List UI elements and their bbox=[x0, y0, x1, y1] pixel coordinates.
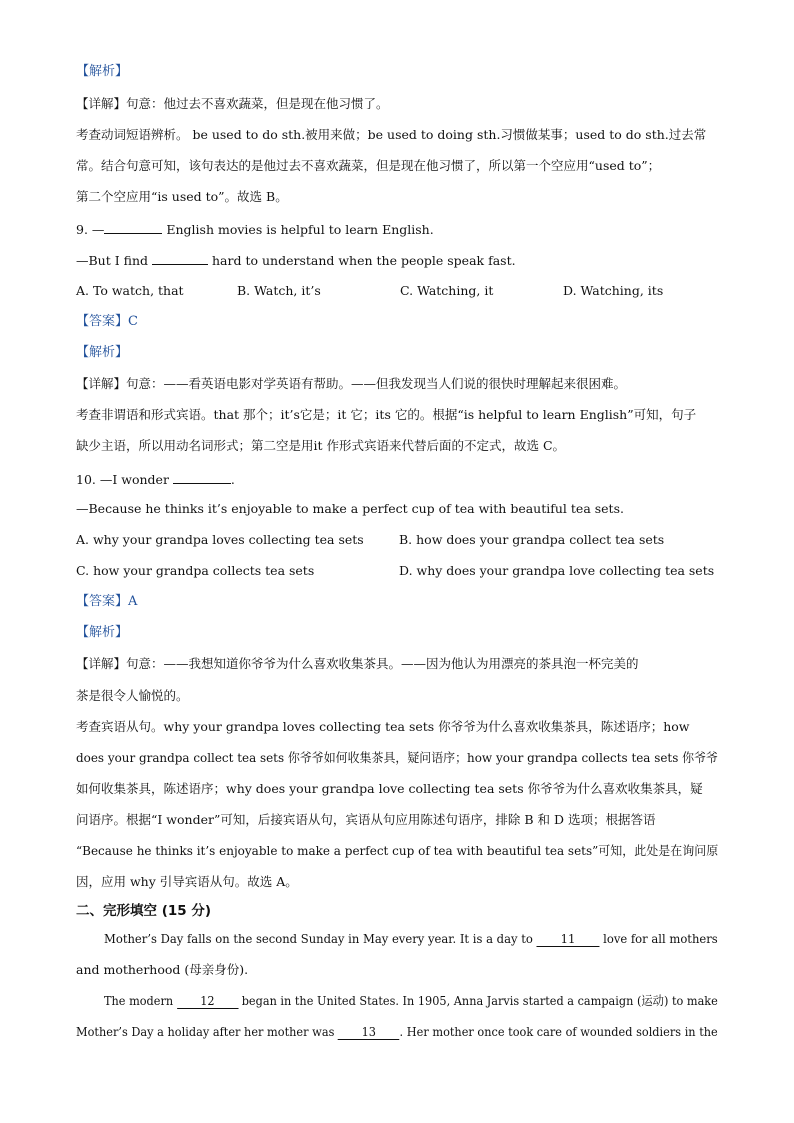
q10-explanation-line: 因，应用 why 引导宾语从句。故选 A。 bbox=[76, 874, 298, 889]
q9-explanation-line: 缺少主语，所以用动名词形式；第二空是用it 作形式宾语来代替后面的不定式，故选 C。 bbox=[76, 438, 566, 453]
cloze-text: . Her mother once took care of wounded soldiers in the bbox=[399, 1024, 718, 1039]
cloze-text: love for all mothers bbox=[599, 931, 718, 946]
q10-explanation-line: “Because he thinks it’s enjoyable to make a perfect cup of tea with beautiful tea sets”可知，此处是在询问原 bbox=[76, 843, 719, 858]
q9-option-b: B. Watch, it’s bbox=[237, 283, 321, 298]
q8-explanation-line: 第二个空应用“is used to”。故选 B。 bbox=[76, 189, 288, 204]
analysis-tag: 【解析】 bbox=[76, 64, 129, 79]
q9-explanation-line: 考查非谓语和形式宾语。that 那个；it’s它是；it 它；its 它的。根据“is helpful to learn English”可知，句子 bbox=[76, 407, 697, 422]
section-heading: 二、完形填空 (15 分) bbox=[76, 903, 212, 919]
analysis-tag: 【解析】 bbox=[76, 345, 129, 360]
q10-explanation-line: does your grandpa collect tea sets 你爷爷如何收集茶具，疑问语序；how your grandpa collects tea sets 你爷爷 bbox=[76, 750, 718, 765]
q10-option-b: B. how does your grandpa collect tea sets bbox=[399, 532, 665, 547]
q10-detail: 【详解】句意：——我想知道你爷爷为什么喜欢收集茶具。——因为他认为用漂亮的茶具泡一杯完美的 bbox=[76, 656, 639, 671]
cloze-paragraph-line bbox=[104, 931, 718, 947]
q10-option-a: A. why your grandpa loves collecting tea sets bbox=[76, 532, 364, 547]
cloze-text: Mother’s Day a holiday after her mother was bbox=[76, 1024, 338, 1039]
answer-blank bbox=[152, 251, 208, 265]
q8-detail: 【详解】句意：他过去不喜欢蔬菜，但是现在他习惯了。 bbox=[76, 96, 389, 111]
q10-option-d: D. why does your grandpa love collecting tea sets bbox=[399, 563, 715, 578]
answer-blank bbox=[173, 470, 231, 484]
q9-option-d: D. Watching, its bbox=[563, 283, 664, 298]
q9-reply-suffix: hard to understand when the people speak fast. bbox=[208, 253, 516, 268]
q8-explanation-line: 常。结合句意可知，该句表达的是他过去不喜欢蔬菜，但是现在他习惯了，所以第一个空应用“used to”； bbox=[76, 158, 661, 173]
q10-explanation-line: 考查宾语从句。why your grandpa loves collecting tea sets 你爷爷为什么喜欢收集茶具，陈述语序；how bbox=[76, 719, 690, 734]
cloze-text: Mother’s Day falls on the second Sunday in May every year. It is a day to bbox=[104, 931, 537, 946]
q10-explanation-line: 如何收集茶具，陈述语序；why does your grandpa love collecting tea sets 你爷爷为什么喜欢收集茶具，疑 bbox=[76, 781, 703, 796]
cloze-text: began in the United States. In 1905, Anna Jarvis started a campaign (运动) to make bbox=[238, 993, 718, 1008]
q8-explanation-line: 考查动词短语辨析。 be used to do sth.被用来做；be used to doing sth.习惯做某事；used to do sth.过去常 bbox=[76, 127, 707, 142]
q10-stem-suffix: . bbox=[230, 472, 235, 487]
q10-stem-prefix: 10. —I wonder bbox=[76, 472, 173, 487]
cloze-blank-13: 13 bbox=[338, 1025, 400, 1040]
answer-tag: 【答案】C bbox=[76, 314, 138, 329]
q10-detail: 茶是很令人愉悦的。 bbox=[76, 688, 189, 703]
q9-option-a: A. To watch, that bbox=[76, 283, 184, 298]
q9-stem-suffix: English movies is helpful to learn English. bbox=[162, 222, 434, 237]
q9-option-c: C. Watching, it bbox=[400, 283, 494, 298]
q9-stem-prefix: 9. — bbox=[76, 222, 105, 237]
cloze-blank-11: 11 bbox=[537, 932, 600, 947]
q10-explanation-line: 问语序。根据“I wonder”可知，后接宾语从句，宾语从句应用陈述句语序，排除 B 和 D 选项；根据答语 bbox=[76, 812, 656, 827]
q9-detail: 【详解】句意：——看英语电影对学英语有帮助。——但我发现当人们说的很快时理解起来很困难。 bbox=[76, 376, 627, 391]
answer-blank bbox=[104, 220, 162, 234]
q10-stem bbox=[76, 470, 235, 488]
q10-reply: —Because he thinks it’s enjoyable to make a perfect cup of tea with beautiful tea sets. bbox=[76, 501, 624, 516]
q9-stem bbox=[76, 220, 434, 238]
cloze-blank-12: 12 bbox=[177, 994, 238, 1009]
cloze-paragraph-line: and motherhood (母亲身份). bbox=[76, 962, 249, 977]
cloze-text: The modern bbox=[104, 993, 177, 1008]
analysis-tag: 【解析】 bbox=[76, 625, 129, 640]
cloze-paragraph-line bbox=[76, 1024, 718, 1040]
answer-tag: 【答案】A bbox=[76, 594, 138, 609]
q10-option-c: C. how your grandpa collects tea sets bbox=[76, 563, 315, 578]
q9-reply-prefix: —But I find bbox=[76, 253, 153, 268]
q9-reply bbox=[76, 251, 516, 269]
cloze-paragraph-line bbox=[104, 993, 718, 1009]
